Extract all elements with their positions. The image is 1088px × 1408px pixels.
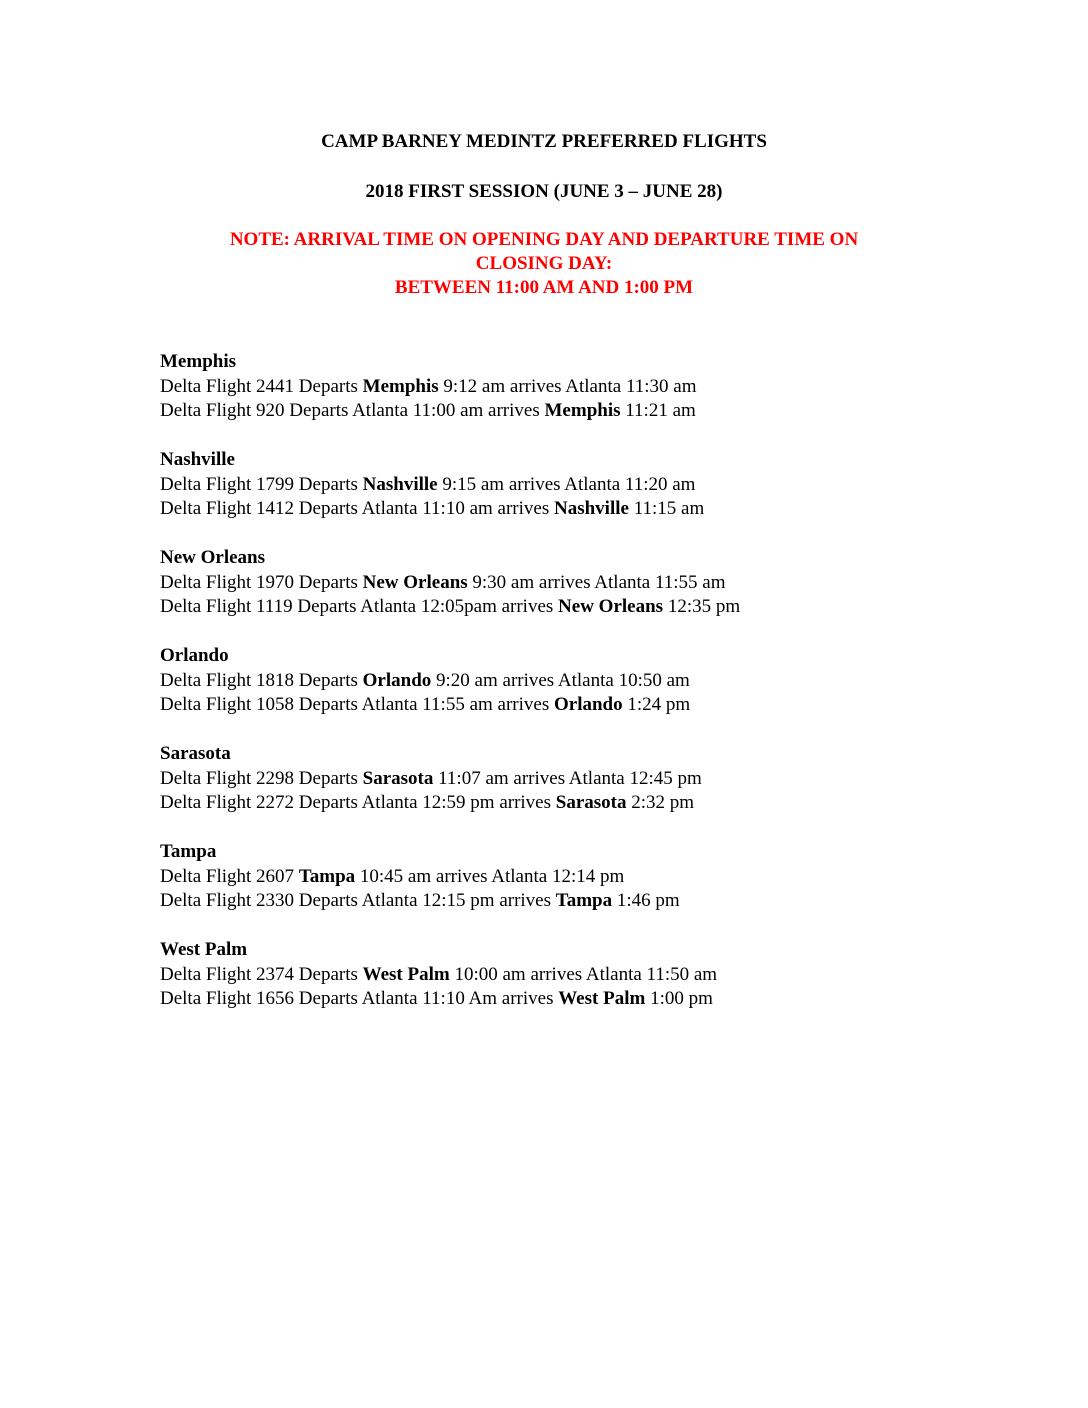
city-group-nashville: [160, 448, 1060, 522]
flight-line: Delta Flight 2298 Departs Sarasota 11:07 am arrives Atlanta 12:45 pm: [160, 767, 702, 789]
note-line-2: CLOSING DAY:: [475, 253, 613, 274]
flight-line: Delta Flight 1119 Departs Atlanta 12:05pam arrives New Orleans 12:35 pm: [160, 596, 741, 617]
city-heading: New Orleans: [160, 547, 266, 568]
flight-line: Delta Flight 2330 Departs Atlanta 12:15 pm arrives Tampa 1:46 pm: [160, 890, 680, 911]
city-heading: Orlando: [160, 645, 229, 666]
flight-line: Delta Flight 1818 Departs Orlando 9:20 am arrives Atlanta 10:50 am: [160, 669, 690, 691]
city-group-memphis: [160, 350, 1060, 424]
flight-line: Delta Flight 1799 Departs Nashville 9:15 am arrives Atlanta 11:20 am: [160, 473, 696, 495]
city-group-orlando: [160, 644, 1060, 718]
flight-list: [160, 350, 1060, 1036]
flight-line: Delta Flight 1058 Departs Atlanta 11:55 am arrives Orlando 1:24 pm: [160, 694, 691, 715]
note-line-3: BETWEEN 11:00 AM AND 1:00 PM: [394, 277, 694, 298]
flight-line: Delta Flight 920 Departs Atlanta 11:00 am arrives Memphis 11:21 am: [160, 400, 696, 421]
city-group-west-palm: [160, 938, 1060, 1012]
flight-line: Delta Flight 2607 Tampa 10:45 am arrives Atlanta 12:14 pm: [160, 865, 625, 887]
flight-line: Delta Flight 2272 Departs Atlanta 12:59 pm arrives Sarasota 2:32 pm: [160, 792, 695, 813]
city-heading: West Palm: [160, 939, 248, 960]
city-group-sarasota: [160, 742, 1060, 816]
flight-line: Delta Flight 2441 Departs Memphis 9:12 am arrives Atlanta 11:30 am: [160, 375, 697, 397]
flight-line: Delta Flight 2374 Departs West Palm 10:00 am arrives Atlanta 11:50 am: [160, 963, 718, 985]
flight-line: Delta Flight 1970 Departs New Orleans 9:30 am arrives Atlanta 11:55 am: [160, 571, 726, 593]
city-group-tampa: [160, 840, 1060, 914]
document-title: CAMP BARNEY MEDINTZ PREFERRED FLIGHTS: [321, 131, 767, 152]
note-line-1: NOTE: ARRIVAL TIME ON OPENING DAY AND DEPARTURE TIME ON: [229, 229, 859, 250]
arrival-departure-note: [0, 228, 1088, 300]
city-heading: Nashville: [160, 449, 235, 470]
flight-line: Delta Flight 1412 Departs Atlanta 11:10 am arrives Nashville 11:15 am: [160, 498, 705, 519]
flight-line: Delta Flight 1656 Departs Atlanta 11:10 Am arrives West Palm 1:00 pm: [160, 988, 713, 1009]
city-heading: Sarasota: [160, 743, 231, 764]
session-heading: 2018 FIRST SESSION (JUNE 3 – JUNE 28): [365, 181, 723, 202]
city-heading: Memphis: [160, 351, 236, 372]
city-heading: Tampa: [160, 841, 217, 862]
city-group-new-orleans: [160, 546, 1060, 620]
